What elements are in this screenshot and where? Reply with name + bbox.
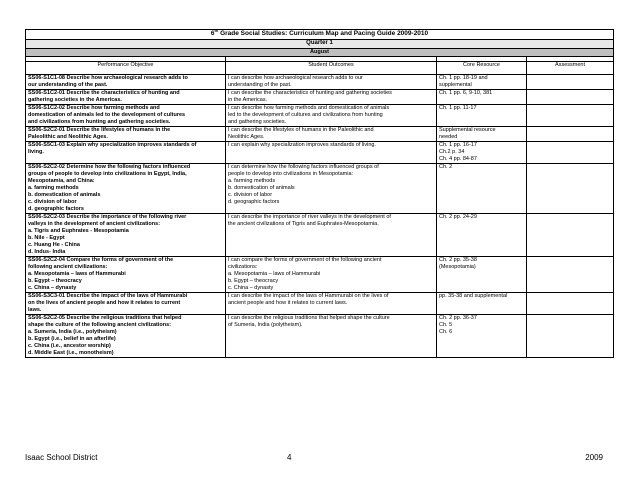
cell-line: c. China (i.e., ancestor worship) xyxy=(28,343,111,349)
resource-cell xyxy=(437,105,527,127)
cell-line: Ch. 4 pp. 84-87 xyxy=(439,156,477,162)
cell-line: SS06-S3C3-01 Describe the impact of the laws of Hammurabi xyxy=(28,293,188,299)
table-row xyxy=(26,75,614,90)
document-title: 6th Grade Social Studies: Curriculum Map and Pacing Guide 2009-2010 xyxy=(26,30,614,40)
cell-line: pp. 35-38 and supplemental xyxy=(439,293,508,299)
footer-page-number: 4 xyxy=(287,453,292,462)
cell-line: (Mesopotamia) xyxy=(439,264,476,270)
cell-line: d. Indus- India xyxy=(28,249,66,255)
table-row xyxy=(26,142,614,164)
objective-cell xyxy=(26,164,226,214)
cell-line: b. Egypt (i.e., belief in an afterlife) xyxy=(28,336,116,342)
cell-line: and gathering societies. xyxy=(228,119,287,125)
cell-line: a. farming methods xyxy=(228,178,276,184)
cell-line: d. geographic factors xyxy=(28,206,84,212)
header-resource: Core Resource xyxy=(437,62,527,75)
resource-cell xyxy=(437,315,527,358)
table-row xyxy=(26,214,614,257)
assessment-cell xyxy=(527,315,614,358)
cell-line: valleys in the development of ancient civilizations: xyxy=(28,221,161,227)
cell-line: b. Egypt – theocracy xyxy=(28,278,82,284)
cell-line: laws. xyxy=(28,307,42,313)
cell-line: Neolithic Ages. xyxy=(228,134,265,140)
cell-line: a. Tigris and Euphrates - Mesopotamia xyxy=(28,228,129,234)
objective-cell xyxy=(26,75,226,90)
cell-line: Ch. 1 pp. 16-17 xyxy=(439,142,477,148)
cell-line: SS06-S2C2-04 Compare the forms of government of the xyxy=(28,257,174,263)
assessment-cell xyxy=(527,293,614,315)
resource-cell xyxy=(437,75,527,90)
cell-line: I can explain why specialization improves standards of living. xyxy=(228,142,376,148)
cell-line: Ch. 6 xyxy=(439,329,453,335)
cell-line: understanding of the past. xyxy=(228,82,292,88)
header-objective: Performance Objective xyxy=(26,62,226,75)
resource-cell xyxy=(437,257,527,293)
table-row xyxy=(26,257,614,293)
cell-line: domestication of animals led to the development of cultures xyxy=(28,112,186,118)
cell-line: d. Middle East (i.e., monotheism) xyxy=(28,350,114,356)
cell-line: a. farming methods xyxy=(28,185,79,191)
cell-line: c. division of labor xyxy=(228,192,273,198)
cell-line: gathering societies in the Americas. xyxy=(28,97,122,103)
cell-line: groups of people to develop into civilizations in Egypt, India, xyxy=(28,171,187,177)
outcomes-cell xyxy=(226,257,437,293)
cell-line: SS06-S2C2-02 Determine how the following factors influenced xyxy=(28,164,191,170)
resource-cell xyxy=(437,164,527,214)
resource-cell xyxy=(437,127,527,142)
footer-district: Isaac School District xyxy=(25,453,98,462)
cell-line: I can describe how archaeological research adds to our xyxy=(228,75,363,81)
cell-line: Ch. 2 pp. 36-37 xyxy=(439,315,477,321)
resource-cell xyxy=(437,293,527,315)
outcomes-cell xyxy=(226,90,437,105)
cell-line: c. Huang He - China xyxy=(28,242,80,248)
table-row xyxy=(26,105,614,127)
month-row xyxy=(26,49,614,57)
cell-line: SS06-S2C2-03 Describe the importance of the following river xyxy=(28,214,187,220)
footer-year: 2009 xyxy=(585,453,603,462)
assessment-cell xyxy=(527,164,614,214)
cell-line: the ancient civilizations of Tigris and Euphrates-Mesopotamia. xyxy=(228,221,379,227)
assessment-cell xyxy=(527,90,614,105)
outcomes-cell xyxy=(226,142,437,164)
cell-line: b. domestication of animals xyxy=(28,192,101,198)
cell-line: b. domestication of animals xyxy=(228,185,295,191)
cell-line: a. Mesopotamia – laws of Hammurabi xyxy=(28,271,126,277)
table-row xyxy=(26,315,614,358)
cell-line: SS06-S5C1-03 Explain why specialization improves standards of xyxy=(28,142,197,148)
outcomes-cell xyxy=(226,75,437,90)
cell-line: I can describe how farming methods and domestication of animals xyxy=(228,105,390,111)
cell-line: people to develop into civilizations in Mesopotamia: xyxy=(228,171,354,177)
cell-line: needed xyxy=(439,134,458,140)
cell-line: Ch. 2 pp. 35-38 xyxy=(439,257,477,263)
assessment-cell xyxy=(527,142,614,164)
cell-line: ancient people and how it relates to current laws. xyxy=(228,300,348,306)
cell-line: I can describe the impact of the laws of Hammurabi on the lives of xyxy=(228,293,389,299)
cell-line: I can describe the lifestyles of humans in the Paleolithic and xyxy=(228,127,374,133)
cell-line: I can describe the importance of river valleys in the development of xyxy=(228,214,391,220)
header-outcomes: Student Outcomes xyxy=(226,62,437,75)
cell-line: Ch. 2 xyxy=(439,164,453,170)
table-row xyxy=(26,164,614,214)
cell-line: Ch. 1 pp. 11-17 xyxy=(439,105,477,111)
objective-cell xyxy=(26,90,226,105)
cell-line: c. China – dynasty xyxy=(28,285,77,291)
objective-cell xyxy=(26,105,226,127)
resource-cell xyxy=(437,214,527,257)
outcomes-cell xyxy=(226,105,437,127)
cell-line: I can describe the religious traditions that helped shape the culture xyxy=(228,315,390,321)
cell-line: SS06-S2C2-05 Describe the religious traditions that helped xyxy=(28,315,182,321)
outcomes-cell xyxy=(226,164,437,214)
cell-line: d. geographic factors xyxy=(228,199,280,205)
cell-line: led to the development of cultures and civilizations from hunting xyxy=(228,112,383,118)
table-row xyxy=(26,293,614,315)
assessment-cell xyxy=(527,105,614,127)
resource-cell xyxy=(437,90,527,105)
cell-line: I can compare the forms of government of the following ancient xyxy=(228,257,382,263)
cell-line: SS06-S1C1-08 Describe how archaeological research adds to xyxy=(28,75,188,81)
cell-line: supplemental xyxy=(439,82,472,88)
cell-line: of Sumeria, India (polytheism). xyxy=(228,322,303,328)
cell-line: shape the culture of the following ancient civilizations: xyxy=(28,322,172,328)
cell-line: a. Mesopotamia – laws of Hammurabi xyxy=(228,271,321,277)
quarter-label: Quarter 1 xyxy=(26,40,614,49)
objective-cell xyxy=(26,315,226,358)
cell-line: Ch.2 p. 34 xyxy=(439,149,465,155)
cell-line: our understanding of the past. xyxy=(28,82,108,88)
objective-cell xyxy=(26,214,226,257)
resource-cell xyxy=(437,142,527,164)
cell-line: Supplemental resource xyxy=(439,127,496,133)
cell-line: civilizations: xyxy=(228,264,258,270)
cell-line: SS06-S1C2-02 Describe how farming methods and xyxy=(28,105,160,111)
outcomes-cell xyxy=(226,214,437,257)
outcomes-cell xyxy=(226,293,437,315)
cell-line: c. China – dynasty xyxy=(228,285,274,291)
cell-line: b. Egypt – theocracy xyxy=(228,278,279,284)
assessment-cell xyxy=(527,214,614,257)
quarter-row xyxy=(26,40,614,49)
cell-line: following ancient civilizations: xyxy=(28,264,108,270)
cell-line: in the Americas. xyxy=(228,97,268,103)
table-row xyxy=(26,127,614,142)
cell-line: a. Sumeria, India (i.e., polytheism) xyxy=(28,329,117,335)
cell-line: Ch. 5 xyxy=(439,322,453,328)
cell-line: Mesopotamia, and China: xyxy=(28,178,95,184)
page-footer xyxy=(25,452,613,464)
column-header-row xyxy=(26,62,614,75)
assessment-cell xyxy=(527,75,614,90)
cell-line: and civilizations from hunting and gathering societies. xyxy=(28,119,171,125)
outcomes-cell xyxy=(226,127,437,142)
objective-cell xyxy=(26,142,226,164)
cell-line: c. division of labor xyxy=(28,199,77,205)
curriculum-table xyxy=(25,29,614,358)
table-row xyxy=(26,90,614,105)
assessment-cell xyxy=(527,257,614,293)
objective-cell xyxy=(26,257,226,293)
cell-line: b. Nile - Egypt xyxy=(28,235,65,241)
header-assessment: Assessment xyxy=(527,62,614,75)
cell-line: Ch. 1 pp. 6, 9-10, 381 xyxy=(439,90,493,96)
cell-line: Ch. 2 pp. 24-29 xyxy=(439,214,477,220)
cell-line: SS06-S1C2-01 Describe the characteristics of hunting and xyxy=(28,90,180,96)
objective-cell xyxy=(26,127,226,142)
cell-line: Ch. 1 pp. 18-19 and xyxy=(439,75,488,81)
objective-cell xyxy=(26,293,226,315)
cell-line: Paleolithic and Neolithic Ages. xyxy=(28,134,108,140)
cell-line: SS06-S2C2-01 Describe the lifestyles of humans in the xyxy=(28,127,171,133)
month-label: August xyxy=(26,49,614,57)
cell-line: on the lives of ancient people and how it relates to current xyxy=(28,300,181,306)
outcomes-cell xyxy=(226,315,437,358)
cell-line: living. xyxy=(28,149,44,155)
cell-line: I can determine how the following factors influenced groups of xyxy=(228,164,379,170)
cell-line: I can describe the characteristics of hunting and gathering societies xyxy=(228,90,392,96)
title-row xyxy=(26,30,614,40)
assessment-cell xyxy=(527,127,614,142)
